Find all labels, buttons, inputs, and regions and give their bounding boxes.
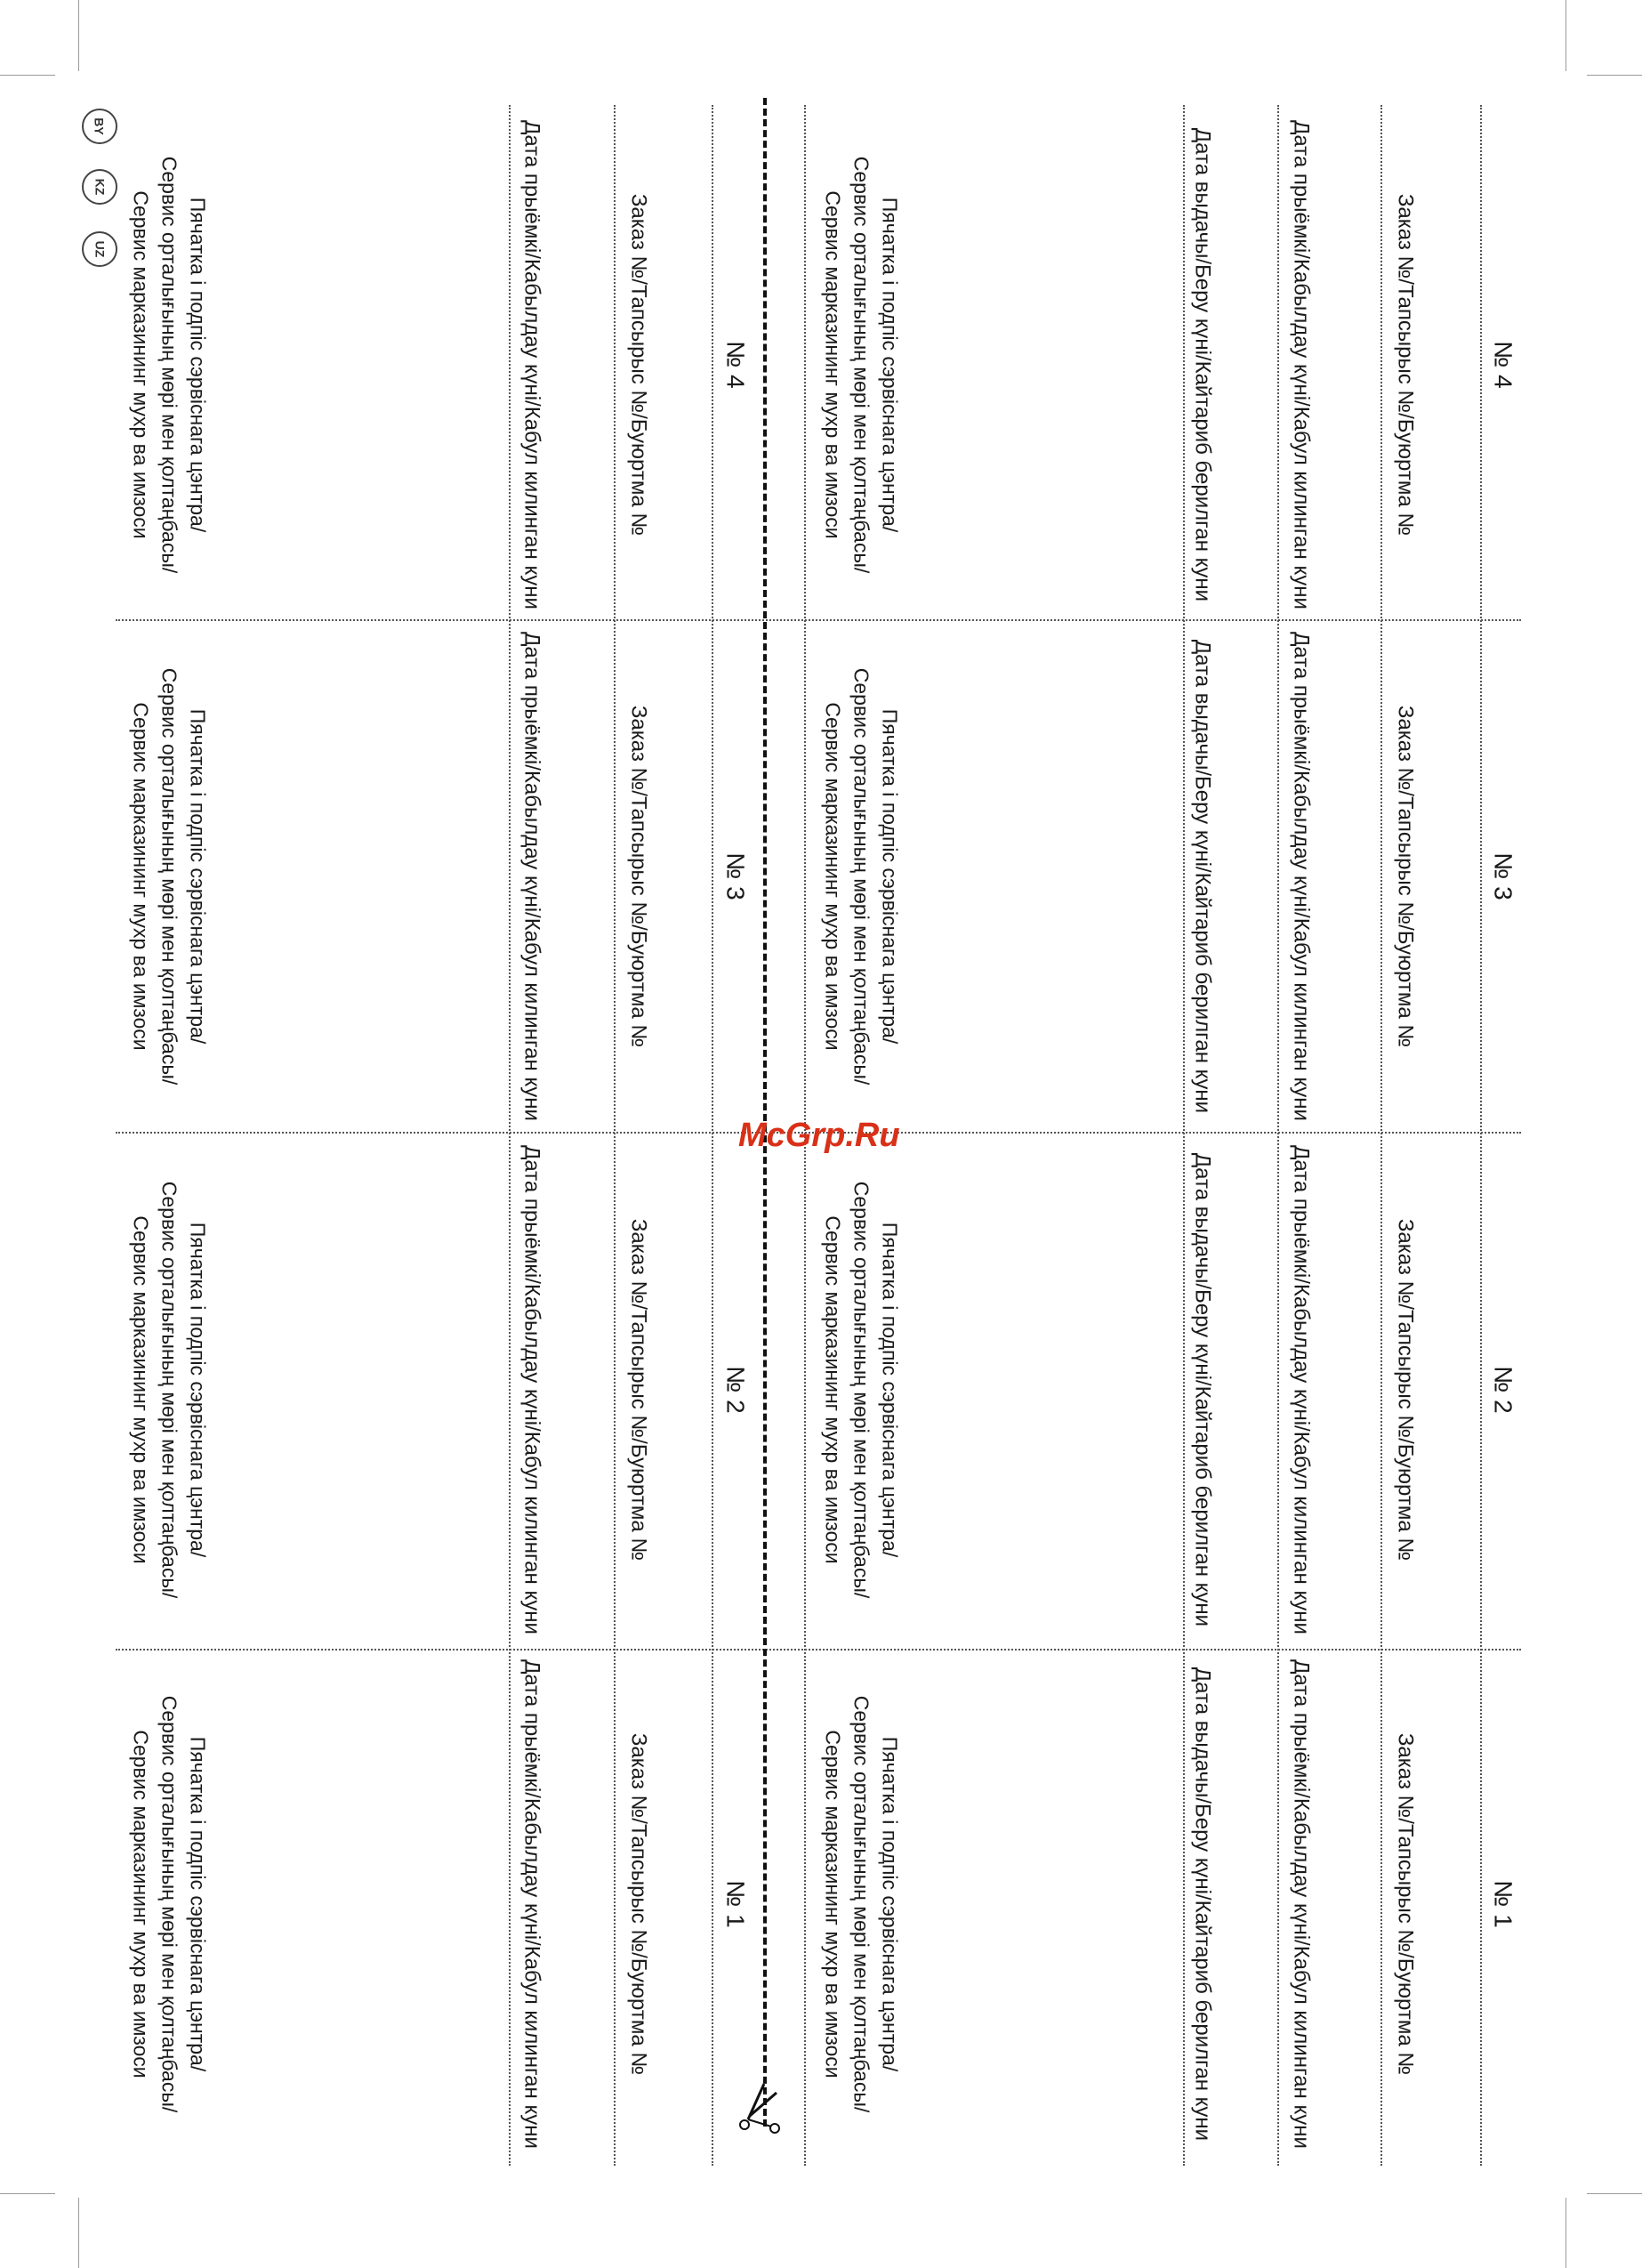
stamp-line: Пячатка і подпіс сэрвіснага цэнтра/ bbox=[186, 197, 210, 533]
language-badge-kz: KZ bbox=[82, 169, 117, 205]
coupon-separator bbox=[116, 619, 1521, 621]
stamp-line: Пячатка і подпіс сэрвіснага цэнтра/ bbox=[878, 197, 902, 533]
stamp-line: Сервис орталығының мөрі мен қолтаңбасы/ bbox=[157, 667, 181, 1086]
stamp-line: Сервис марказининг мухр ва имзоси bbox=[821, 1215, 845, 1564]
issue-date-label: Дата выдачы/Беру күні/Кайтариб берилган куни bbox=[1190, 127, 1215, 602]
order-number-label: Заказ №/Тапсырыс №/Буюртма № bbox=[626, 705, 651, 1048]
crop-mark bbox=[0, 75, 55, 76]
field-line bbox=[1380, 105, 1382, 2166]
coupon-number: № 2 bbox=[721, 1366, 750, 1414]
order-number-label: Заказ №/Тапсырыс №/Буюртма № bbox=[1393, 705, 1418, 1048]
accept-date-label: Дата прыёмкі/Кабылдау күні/Кабул килинган куни bbox=[1289, 1145, 1314, 1634]
crop-mark bbox=[78, 2198, 79, 2268]
stamp-line: Пячатка і подпіс сэрвіснага цэнтра/ bbox=[186, 708, 210, 1045]
field-line bbox=[509, 105, 511, 2166]
issue-date-label: Дата выдачы/Беру күні/Кайтариб берилган куни bbox=[1190, 639, 1215, 1114]
accept-date-label: Дата прыёмкі/Кабылдау күні/Кабул килинган куни bbox=[519, 1145, 544, 1634]
coupon-number: № 2 bbox=[1489, 1366, 1517, 1414]
field-line bbox=[712, 105, 713, 2166]
coupon-number: № 3 bbox=[1489, 852, 1517, 900]
stamp-line: Сервис марказининг мухр ва имзоси bbox=[821, 702, 845, 1051]
stamp-line: Пячатка і подпіс сэрвіснага цэнтра/ bbox=[186, 1736, 210, 2072]
order-number-label: Заказ №/Тапсырыс №/Буюртма № bbox=[1393, 193, 1418, 537]
accept-date-label: Дата прыёмкі/Кабылдау күні/Кабул килинган куни bbox=[1289, 1659, 1314, 2149]
field-line bbox=[1277, 105, 1279, 2166]
stamp-line: Пячатка і подпіс сэрвіснага цэнтра/ bbox=[878, 1736, 902, 2072]
language-badge-by: BY bbox=[82, 109, 117, 144]
accept-date-label: Дата прыёмкі/Кабылдау күні/Кабул килинган куни bbox=[519, 1659, 544, 2149]
crop-mark bbox=[0, 2193, 55, 2194]
crop-mark bbox=[1587, 75, 1642, 76]
crop-mark bbox=[78, 0, 79, 71]
coupon-number: № 3 bbox=[721, 852, 750, 900]
field-line bbox=[614, 105, 616, 2166]
stamp-line: Пячатка і подпіс сэрвіснага цэнтра/ bbox=[878, 708, 902, 1045]
stamp-line: Пячатка і подпіс сэрвіснага цэнтра/ bbox=[878, 1222, 902, 1558]
stamp-line: Сервис орталығының мөрі мен қолтаңбасы/ bbox=[157, 1695, 181, 2113]
order-number-label: Заказ №/Тапсырыс №/Буюртма № bbox=[626, 1218, 651, 1562]
coupon-number: № 1 bbox=[1489, 1880, 1517, 1928]
stamp-line: Сервис марказининг мухр ва имзоси bbox=[129, 190, 153, 539]
coupon-number: № 4 bbox=[721, 341, 750, 389]
order-number-label: Заказ №/Тапсырыс №/Буюртма № bbox=[1393, 1218, 1418, 1562]
stamp-line: Сервис орталығының мөрі мен қолтаңбасы/ bbox=[849, 667, 873, 1086]
language-badge-uz: UZ bbox=[82, 231, 117, 267]
coupon-number: № 4 bbox=[1489, 341, 1517, 389]
crop-mark bbox=[1587, 2193, 1642, 2194]
stamp-line: Сервис марказининг мухр ва имзоси bbox=[129, 702, 153, 1051]
stamp-line: Сервис марказининг мухр ва имзоси bbox=[129, 1730, 153, 2078]
stamp-line: Сервис марказининг мухр ва имзоси bbox=[129, 1215, 153, 1564]
stamp-line: Сервис орталығының мөрі мен қолтаңбасы/ bbox=[157, 156, 181, 574]
accept-date-label: Дата прыёмкі/Кабылдау күні/Кабул килинган куни bbox=[519, 632, 544, 1121]
watermark: McGrp.Ru bbox=[738, 1117, 900, 1154]
order-number-label: Заказ №/Тапсырыс №/Буюртма № bbox=[1393, 1732, 1418, 2076]
order-number-label: Заказ №/Тапсырыс №/Буюртма № bbox=[626, 1732, 651, 2076]
field-line bbox=[1183, 105, 1185, 2166]
coupon-number: № 1 bbox=[721, 1880, 750, 1928]
stamp-line: Сервис орталығының мөрі мен қолтаңбасы/ bbox=[849, 1181, 873, 1599]
field-line bbox=[1480, 105, 1482, 2166]
stamp-line: Сервис орталығының мөрі мен қолтаңбасы/ bbox=[157, 1181, 181, 1599]
issue-date-label: Дата выдачы/Беру күні/Кайтариб берилган куни bbox=[1190, 1152, 1215, 1627]
issue-date-label: Дата выдачы/Беру күні/Кайтариб берилган куни bbox=[1190, 1667, 1215, 2142]
accept-date-label: Дата прыёмкі/Кабылдау күні/Кабул килинган куни bbox=[1289, 632, 1314, 1121]
order-number-label: Заказ №/Тапсырыс №/Буюртма № bbox=[626, 193, 651, 537]
scissors-icon bbox=[734, 2080, 787, 2134]
stamp-line: Сервис орталығының мөрі мен қолтаңбасы/ bbox=[849, 156, 873, 574]
cut-line bbox=[763, 98, 767, 2127]
stamp-line: Сервис марказининг мухр ва имзоси bbox=[821, 1730, 845, 2078]
coupon-separator bbox=[116, 1649, 1521, 1651]
accept-date-label: Дата прыёмкі/Кабылдау күні/Кабул килинган куни bbox=[519, 120, 544, 609]
accept-date-label: Дата прыёмкі/Кабылдау күні/Кабул килинган куни bbox=[1289, 120, 1314, 609]
stamp-line: Пячатка і подпіс сэрвіснага цэнтра/ bbox=[186, 1222, 210, 1558]
stamp-line: Сервис марказининг мухр ва имзоси bbox=[821, 190, 845, 539]
stamp-line: Сервис орталығының мөрі мен қолтаңбасы/ bbox=[849, 1695, 873, 2113]
